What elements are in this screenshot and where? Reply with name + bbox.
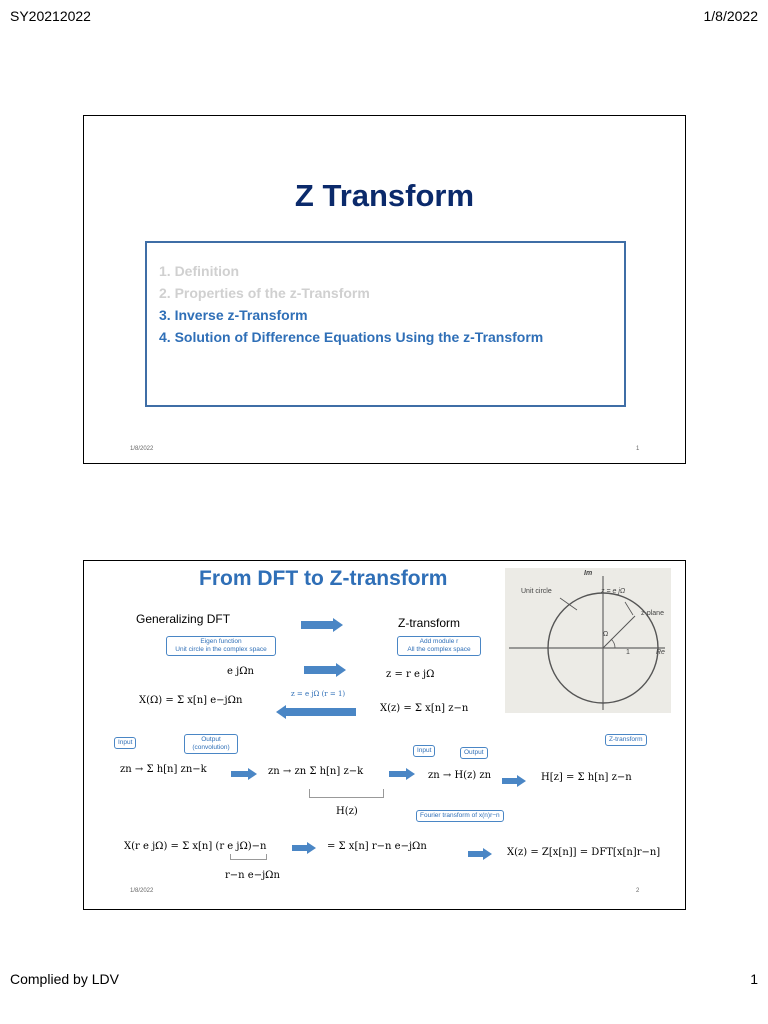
right-arrow (304, 663, 346, 677)
left-arrow (276, 705, 356, 719)
z-point-label: z = e jΩ (601, 588, 626, 595)
generalizing-dft-label: Generalizing DFT (136, 612, 231, 626)
eq-e-jomega-n: e jΩn (227, 666, 254, 677)
agenda-item-3: 3. Inverse z-Transform (159, 307, 308, 323)
right-arrow (389, 768, 415, 780)
eq-substitution: z = e jΩ (r = 1) (291, 690, 346, 698)
re-axis-label: Re (656, 649, 665, 656)
eq-zn-to-hz-zn: zn → H(z) zn (428, 770, 492, 781)
callout-output-convolution: Output (convolution) (184, 734, 238, 754)
callout-eigen-function: Eigen function Unit circle in the complex space (166, 636, 276, 656)
eq-z-equals-re: z = r e jΩ (386, 669, 435, 680)
callout-input: Input (413, 745, 435, 757)
callout-fourier-transform: Fourier transform of x(n)r−n (416, 810, 504, 822)
header-left: SY20212022 (10, 8, 91, 24)
callout-z-transform: Z-transform (605, 734, 647, 746)
agenda-item-4: 4. Solution of Difference Equations Using the z-Transform (159, 329, 544, 345)
eq-factor-zn: zn → zn Σ h[n] z−k (268, 766, 364, 777)
eq-r-n-e: r−n e−jΩn (225, 870, 280, 881)
eq-final-relation: X(z) = Z[x[n]] = DFT[x[n]r−n] (507, 847, 661, 858)
right-arrow (301, 618, 343, 632)
agenda-box (145, 241, 626, 407)
right-arrow (292, 842, 316, 854)
slide-number: 2 (636, 888, 640, 894)
underbrace (309, 789, 384, 798)
slide-number: 1 (636, 446, 640, 452)
slide-1 (83, 115, 686, 464)
im-axis-label: Im (584, 570, 593, 577)
callout-input: Input (114, 737, 136, 749)
right-arrow (231, 768, 257, 780)
footer-page-number: 1 (750, 971, 758, 987)
eq-dft-definition: X(Ω) = Σ x[n] e−jΩn (139, 695, 243, 706)
header-right: 1/8/2022 (703, 8, 758, 24)
one-label: 1 (626, 649, 630, 656)
zplane-figure (505, 568, 671, 713)
slide-title: From DFT to Z-transform (199, 567, 448, 590)
footer-left: Complied by LDV (10, 971, 119, 987)
eq-hz-label: H(z) (336, 806, 358, 817)
eq-transfer-function: H[z] = Σ h[n] z−n (541, 772, 632, 783)
agenda-item-1: 1. Definition (159, 263, 240, 279)
slide-date: 1/8/2022 (130, 888, 154, 894)
unit-circle-label: Unit circle (521, 588, 552, 595)
omega-label: Ω (603, 631, 609, 638)
eq-weighted-sum: = Σ x[n] r−n e−jΩn (327, 841, 427, 852)
underbrace (230, 854, 267, 860)
agenda-item-2: 2. Properties of the z-Transform (159, 285, 370, 301)
right-arrow (468, 848, 492, 860)
callout-output: Output (460, 747, 488, 759)
eq-x-of-re: X(r e jΩ) = Σ x[n] (r e jΩ)−n (124, 841, 267, 852)
slide-date: 1/8/2022 (130, 446, 154, 452)
eq-z-transform-definition: X(z) = Σ x[n] z−n (380, 703, 469, 714)
zplane-label: z-plane (641, 610, 664, 617)
callout-add-module: Add module r All the complex space (397, 636, 481, 656)
slide-title: Z Transform (294, 178, 475, 213)
eq-convolution: zn → Σ h[n] zn−k (120, 764, 207, 775)
right-arrow (502, 775, 526, 787)
slide-2 (83, 560, 686, 910)
z-transform-label: Z-transform (398, 616, 461, 630)
